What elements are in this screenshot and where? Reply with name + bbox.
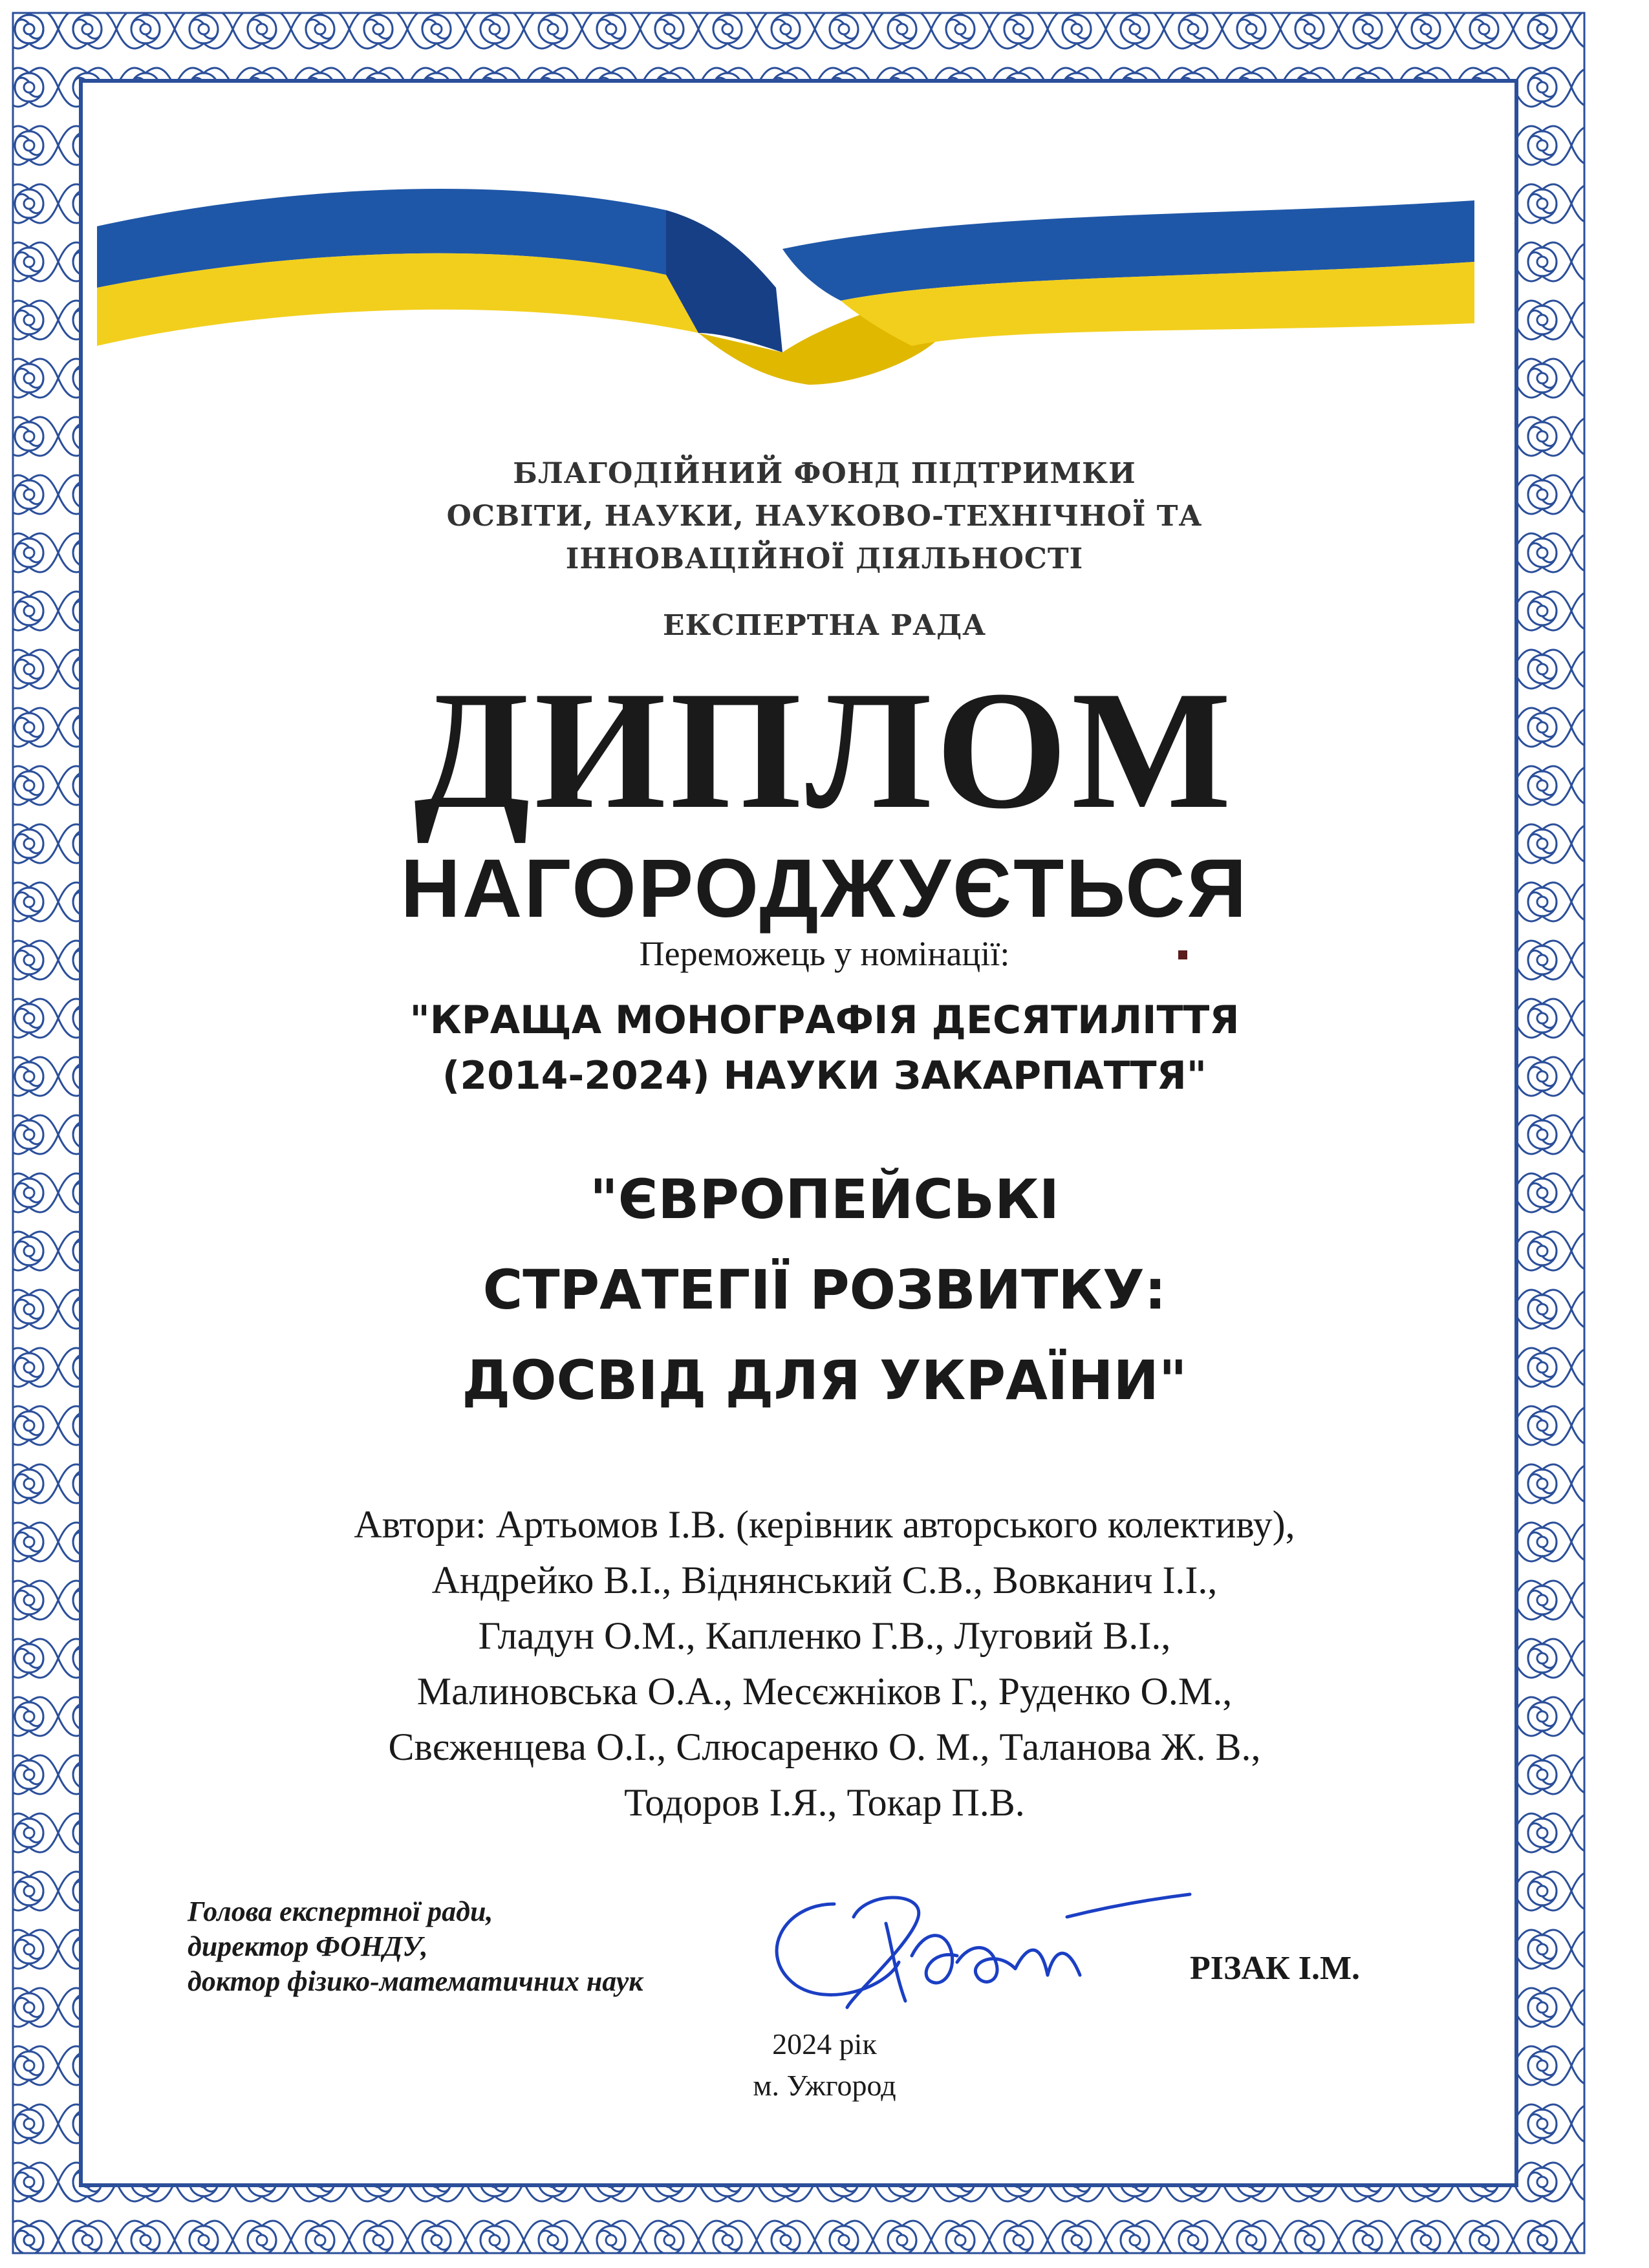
authors-line: Автори: Артьомов І.В. (керівник авторського колективу), [354,1503,1295,1546]
position-line: директор ФОНДУ, [188,1931,428,1962]
diploma-title: ДИПЛОМ [413,656,1236,844]
flag-ribbon [97,165,1474,385]
org-line: БЛАГОДІЙНИЙ ФОНД ПІДТРИМКИ [513,457,1136,490]
signer-position [188,1894,770,1999]
monograph-title-line: СТРАТЕГІЇ РОЗВИТКУ: [482,1258,1167,1321]
authors-line: Свєженцева О.І., Слюсаренко О. М., Таланова Ж. В., [388,1726,1261,1768]
expert-council-label: ЕКСПЕРТНА РАДА [662,609,987,642]
nomination-line: "КРАЩА МОНОГРАФІЯ ДЕСЯТИЛІТТЯ [409,998,1240,1043]
authors-list [0,1497,1649,1830]
monograph-title-line: "ЄВРОПЕЙСЬКІ [590,1168,1059,1231]
authors-line: Малиновська О.А., Месєжніков Г., Руденко О.М., [416,1670,1233,1713]
org-line: ІННОВАЦІЙНОЇ ДІЯЛЬНОСТІ [565,542,1084,575]
nomination-name [0,992,1649,1104]
organization-name [0,453,1649,581]
signer-name: РІЗАК І.М. [1190,1950,1361,1987]
authors-line: Гладун О.М., Капленко Г.В., Луговий В.І., [478,1614,1171,1657]
issue-year: 2024 рік [772,2027,877,2060]
position-line: Голова експертної ради, [188,1896,493,1927]
issue-info [0,2024,1649,2106]
stray-dot [1178,950,1187,959]
monograph-title-line: ДОСВІД ДЛЯ УКРАЇНИ" [462,1349,1187,1412]
awarded-label: НАГОРОДЖУЄТЬСЯ [400,842,1249,935]
nomination-line: (2014-2024) НАУКИ ЗАКАРПАТТЯ" [442,1053,1207,1098]
issue-city: м. Ужгород [753,2069,896,2102]
monograph-title [0,1154,1649,1426]
nomination-intro: Переможець у номінації: [639,934,1010,973]
handwritten-signature [757,1878,1196,2027]
org-line: ОСВІТИ, НАУКИ, НАУКОВО-ТЕХНІЧНОЇ ТА [446,500,1203,533]
authors-line: Андрейко В.І., Віднянський С.В., Вовканич І.І., [431,1559,1218,1601]
position-line: доктор фізико-математичних наук [188,1965,643,1997]
authors-line: Тодоров І.Я., Токар П.В. [624,1781,1025,1824]
